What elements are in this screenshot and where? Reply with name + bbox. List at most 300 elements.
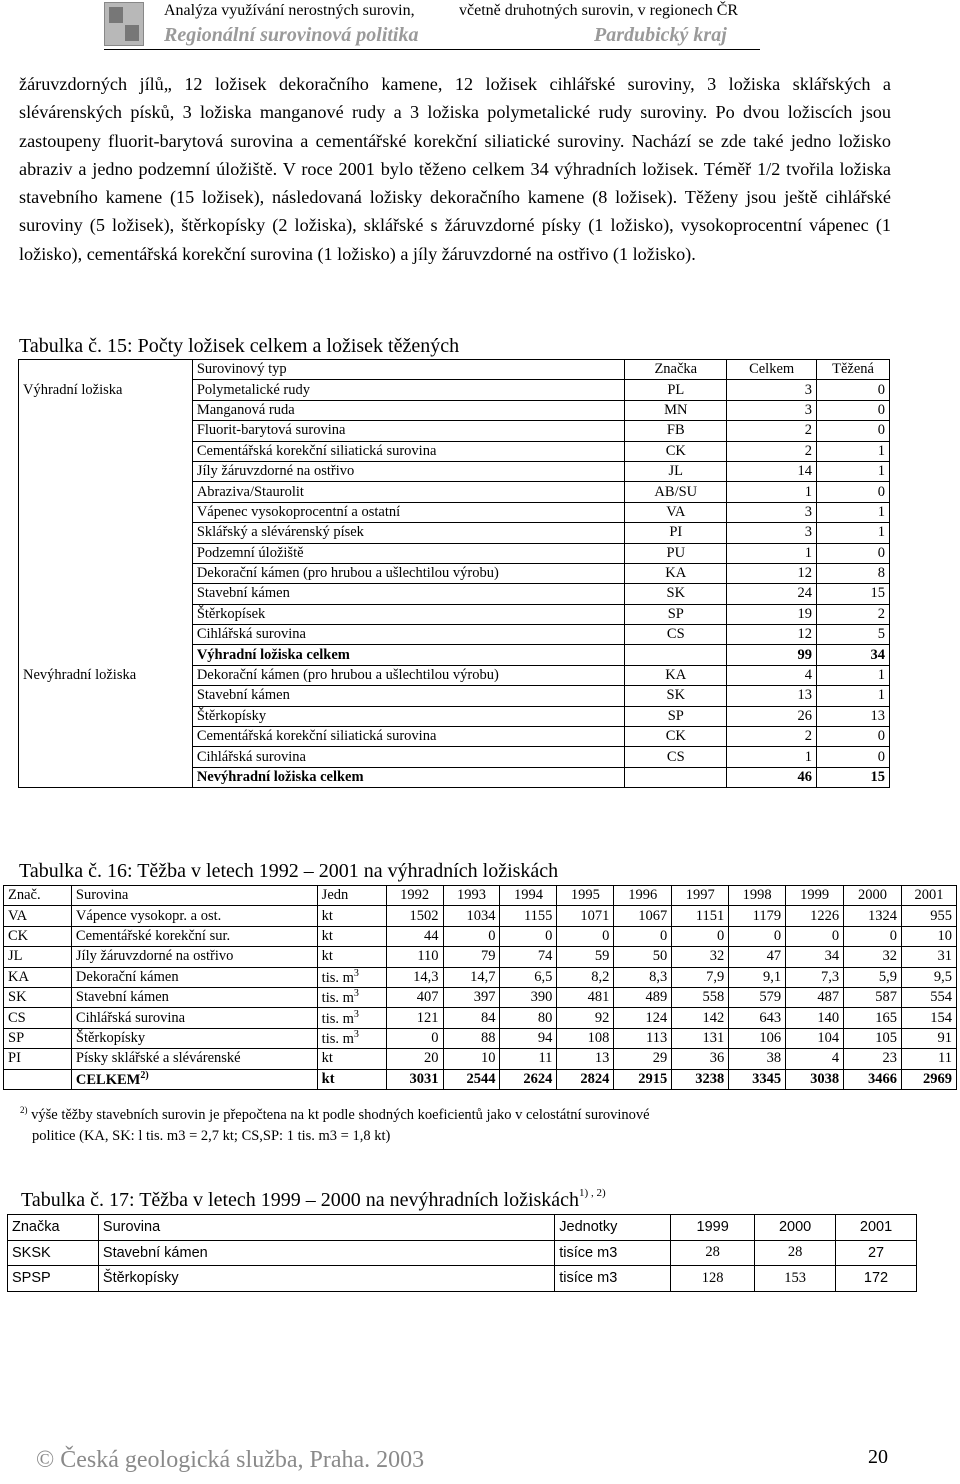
table-cell: 0	[729, 926, 786, 946]
table-total-row	[19, 767, 890, 787]
header-subtitle-left: Regionální surovinová politika	[164, 24, 419, 46]
table-cell: Dekorační kámen (pro hrubou a ušlechtilou výrobu)	[192, 665, 625, 685]
table-cell: 579	[729, 987, 786, 1007]
table-cell: 14,3	[386, 967, 443, 987]
table-cell: 29	[614, 1049, 672, 1069]
table-cell: PU	[625, 543, 727, 563]
table-cell: Stavební kámen	[192, 584, 625, 604]
table-cell: 8,3	[614, 967, 672, 987]
table-cell: SP	[625, 604, 727, 624]
unit-superscript: 3	[353, 1029, 359, 1041]
header-cell: 2001	[901, 886, 956, 906]
table-row	[4, 947, 957, 967]
table-cell: 6,5	[500, 967, 557, 987]
table-cell: 0	[817, 747, 890, 767]
table-cell: 32	[844, 947, 902, 967]
table-cell: 487	[786, 987, 844, 1007]
table-cell: CS	[4, 1008, 72, 1028]
table-cell: Vápenec vysokoprocentní a ostatní	[192, 502, 625, 522]
table-row	[4, 967, 957, 987]
table-cell: 3038	[786, 1069, 844, 1089]
table-cell: 0	[817, 727, 890, 747]
table-cell: PI	[625, 523, 727, 543]
header-cell: 1997	[672, 886, 729, 906]
table-cell: 1	[817, 441, 890, 461]
table-cell: 9,1	[729, 967, 786, 987]
table-cell: 481	[557, 987, 614, 1007]
table-cell: Vápence vysokopr. a ost.	[71, 906, 317, 926]
table-cell	[625, 767, 727, 787]
table-cell: SK	[625, 584, 727, 604]
table-cell: 0	[817, 400, 890, 420]
table-cell: 3466	[844, 1069, 902, 1089]
table-cell: 7,3	[786, 967, 844, 987]
table-cell: 38	[729, 1049, 786, 1069]
table-cell: 1502	[386, 906, 443, 926]
table-row	[19, 502, 890, 522]
header-cell: 1998	[729, 886, 786, 906]
table-cell: SP	[4, 1028, 72, 1048]
table-cell: 15	[817, 584, 890, 604]
table-cell: tis. $m^3$	[317, 967, 386, 987]
header-cell: Značka	[625, 360, 727, 380]
table-cell: Sklářský a slévárenský písek	[192, 523, 625, 543]
table-cell: 9,5	[901, 967, 956, 987]
table-cell: 94	[500, 1028, 557, 1048]
footer-copyright: © Česká geologická služba, Praha. 2003	[36, 1447, 425, 1473]
table-cell: Stavební kámen	[71, 987, 317, 1007]
table16-footnote: $^{2)}$ výše těžby stavebních surovin je přepočtena na kt podle shodných koeficientů jako v celostátní surovinové politice (KA, SK: l tis. m3 = 2,7 kt; CS,SP: 1 tis. m3 = 1,8 kt)	[20, 1105, 650, 1144]
table-cell: KA	[625, 563, 727, 583]
table-cell: kt	[317, 906, 386, 926]
table-cell: 1034	[443, 906, 500, 926]
table-cell: Manganová ruda	[192, 400, 625, 420]
table-cell: 84	[443, 1008, 500, 1028]
footnote-superscript: 2)	[140, 1069, 149, 1081]
header-title-left: Analýza využívání nerostných surovin,	[164, 2, 415, 19]
table-cell: 2969	[901, 1069, 956, 1089]
table-cell: 1	[817, 502, 890, 522]
table-cell: KA	[625, 665, 727, 685]
header-cell: Těžená	[817, 360, 890, 380]
table-cell: 28	[755, 1240, 836, 1266]
table-row	[19, 380, 890, 400]
table-cell: 14	[727, 461, 817, 481]
table-cell: kt	[317, 1069, 386, 1089]
table-cell: 2	[727, 441, 817, 461]
table-cell: 2	[727, 727, 817, 747]
table16	[3, 885, 957, 1090]
table-cell: Cementářská korekční siliatická surovina	[192, 441, 625, 461]
table-cell: Výhradní ložiska celkem	[192, 645, 625, 665]
header-cell: 1995	[557, 886, 614, 906]
table-cell: tis. $m^3$	[317, 1028, 386, 1048]
table-cell: JL	[4, 947, 72, 967]
table-cell: 32	[672, 947, 729, 967]
table-cell: 587	[844, 987, 902, 1007]
group-cell	[19, 767, 193, 787]
table-cell: 0	[817, 482, 890, 502]
table-cell: 8,2	[557, 967, 614, 987]
table-row	[19, 625, 890, 645]
table-cell: 108	[557, 1028, 614, 1048]
table-row	[19, 482, 890, 502]
table-cell: Cihlářská surovina	[192, 747, 625, 767]
table-row	[4, 987, 957, 1007]
table-cell: 5	[817, 625, 890, 645]
header-cell: 1993	[443, 886, 500, 906]
header-cell: Jedn	[317, 886, 386, 906]
header-cell: Celkem	[727, 360, 817, 380]
table-cell: 3238	[672, 1069, 729, 1089]
table-cell: Jíly žáruvzdorné na ostřivo	[71, 947, 317, 967]
group-cell	[19, 727, 193, 747]
table-cell: 10	[901, 926, 956, 946]
table-cell: 3031	[386, 1069, 443, 1089]
table-row	[19, 461, 890, 481]
table-cell: Podzemní úložiště	[192, 543, 625, 563]
table-cell: 0	[817, 421, 890, 441]
table-cell: FB	[625, 421, 727, 441]
table-row	[19, 523, 890, 543]
table-cell: CK	[625, 727, 727, 747]
table-cell: CS	[625, 625, 727, 645]
header-cell: Jednotky	[555, 1215, 671, 1241]
table16-caption: Tabulka č. 16: Těžba v letech 1992 – 2001 na výhradních ložiskách	[19, 860, 559, 882]
table-cell: 24	[727, 584, 817, 604]
table-cell: 1226	[786, 906, 844, 926]
group-cell	[19, 645, 193, 665]
table-cell: Cihlářská surovina	[71, 1008, 317, 1028]
table-cell: 12	[727, 563, 817, 583]
table-cell: 4	[786, 1049, 844, 1069]
table-cell: 59	[557, 947, 614, 967]
group-cell	[19, 523, 193, 543]
table-cell: 11	[500, 1049, 557, 1069]
table-row	[4, 1049, 957, 1069]
group-cell	[19, 400, 193, 420]
table-cell: 3	[727, 380, 817, 400]
table-cell: CELKEM$^{2)}$	[71, 1069, 317, 1089]
table-row	[8, 1266, 917, 1292]
group-cell	[19, 604, 193, 624]
table-cell: 1	[727, 482, 817, 502]
table-cell: 12	[727, 625, 817, 645]
table-row	[19, 543, 890, 563]
table-cell: 0	[817, 380, 890, 400]
table-cell: 558	[672, 987, 729, 1007]
table-cell: tis. $m^3$	[317, 987, 386, 1007]
table-cell: 92	[557, 1008, 614, 1028]
table-cell: Cementářské korekční sur.	[71, 926, 317, 946]
table-cell: 10	[443, 1049, 500, 1069]
header-cell: Značka	[8, 1215, 99, 1241]
table-cell: 1	[727, 747, 817, 767]
table-cell: PL	[625, 380, 727, 400]
table-cell: 46	[727, 767, 817, 787]
table-cell: 27	[836, 1240, 917, 1266]
table-cell: 489	[614, 987, 672, 1007]
table-cell: 105	[844, 1028, 902, 1048]
table-cell: CK	[4, 926, 72, 946]
table-cell: 1	[817, 523, 890, 543]
table-cell: 0	[557, 926, 614, 946]
table-cell: SKSK	[8, 1240, 99, 1266]
table-row	[19, 584, 890, 604]
table-cell: 0	[672, 926, 729, 946]
table-cell: 3	[727, 502, 817, 522]
unit-superscript: 3	[353, 1008, 359, 1020]
table-cell: 0	[500, 926, 557, 946]
group-cell	[19, 421, 193, 441]
table-cell: Nevýhradní ložiska celkem	[192, 767, 625, 787]
table-cell: Abraziva/Staurolit	[192, 482, 625, 502]
table-cell: 1151	[672, 906, 729, 926]
group-cell	[19, 502, 193, 522]
table-cell: 142	[672, 1008, 729, 1028]
table-cell: 110	[386, 947, 443, 967]
table-cell: 31	[901, 947, 956, 967]
group-cell	[19, 625, 193, 645]
table-cell: 1067	[614, 906, 672, 926]
table-cell	[625, 645, 727, 665]
group-cell	[19, 686, 193, 706]
table-cell: 2624	[500, 1069, 557, 1089]
table-cell: Jíly žáruvzdorné na ostřivo	[192, 461, 625, 481]
header-cell: 1992	[386, 886, 443, 906]
table-cell: 11	[901, 1049, 956, 1069]
table-cell: VA	[625, 502, 727, 522]
table-cell: 1	[817, 686, 890, 706]
table-cell: PI	[4, 1049, 72, 1069]
table-total-row	[19, 645, 890, 665]
table-cell: 26	[727, 706, 817, 726]
header-cell: 1999	[786, 886, 844, 906]
group-cell	[19, 584, 193, 604]
table-row	[4, 1028, 957, 1048]
table-cell: 3	[727, 523, 817, 543]
header-cell: 2001	[836, 1215, 917, 1241]
table17	[7, 1214, 917, 1292]
group-cell	[19, 563, 193, 583]
group-cell	[19, 461, 193, 481]
table-cell: 153	[755, 1266, 836, 1292]
table-cell: 2544	[443, 1069, 500, 1089]
table-cell: 79	[443, 947, 500, 967]
table-cell: 2915	[614, 1069, 672, 1089]
header-subtitle-right: Pardubický kraj	[594, 24, 727, 46]
table-cell: 13	[557, 1049, 614, 1069]
table-cell: 106	[729, 1028, 786, 1048]
table-cell: 3	[727, 400, 817, 420]
group-cell: Výhradní ložiska	[19, 380, 193, 400]
header-cell: 1999	[671, 1215, 755, 1241]
table-row	[19, 604, 890, 624]
table-cell: 20	[386, 1049, 443, 1069]
header-cell: 2000	[755, 1215, 836, 1241]
table-cell: SP	[625, 706, 727, 726]
table-cell: 36	[672, 1049, 729, 1069]
table-cell: kt	[317, 926, 386, 946]
table-cell: 643	[729, 1008, 786, 1028]
page-number: 20	[868, 1446, 888, 1468]
table-row	[19, 747, 890, 767]
table-cell: 44	[386, 926, 443, 946]
table-cell: AB/SU	[625, 482, 727, 502]
table-cell: 34	[817, 645, 890, 665]
table-cell: 2824	[557, 1069, 614, 1089]
table-row	[4, 1008, 957, 1028]
table-cell: 80	[500, 1008, 557, 1028]
table-cell: 74	[500, 947, 557, 967]
table-cell: tisíce m3	[555, 1266, 671, 1292]
table-cell: 91	[901, 1028, 956, 1048]
table-cell: 1324	[844, 906, 902, 926]
table-cell: Štěrkopísky	[192, 706, 625, 726]
table-row	[19, 563, 890, 583]
table-cell: 15	[817, 767, 890, 787]
group-cell	[19, 543, 193, 563]
table-cell: 172	[836, 1266, 917, 1292]
table-row	[19, 665, 890, 685]
table-cell: kt	[317, 1049, 386, 1069]
group-cell	[19, 360, 193, 380]
table-cell: CS	[625, 747, 727, 767]
group-cell	[19, 482, 193, 502]
table-cell: 113	[614, 1028, 672, 1048]
header-cell: Surovina	[98, 1215, 554, 1241]
table-cell: 0	[386, 1028, 443, 1048]
table-row	[19, 441, 890, 461]
table-cell: 28	[671, 1240, 755, 1266]
table-row	[4, 926, 957, 946]
table-cell: SK	[625, 686, 727, 706]
group-cell	[19, 747, 193, 767]
table-cell: 955	[901, 906, 956, 926]
table-cell: 0	[443, 926, 500, 946]
table15-caption: Tabulka č. 15: Počty ložisek celkem a ložisek těžených	[19, 335, 460, 357]
header-cell: Surovinový typ	[192, 360, 625, 380]
table-cell: 4	[727, 665, 817, 685]
table-cell: 0	[844, 926, 902, 946]
table-cell: 7,9	[672, 967, 729, 987]
table-cell: Štěrkopísky	[98, 1266, 554, 1292]
table-row	[19, 727, 890, 747]
table-cell: 1155	[500, 906, 557, 926]
table-cell: Stavební kámen	[98, 1240, 554, 1266]
header-title-right: včetně druhotných surovin, v regionech ČR	[459, 2, 739, 19]
table-cell: 407	[386, 987, 443, 1007]
table-cell: 0	[786, 926, 844, 946]
table15	[18, 359, 890, 788]
table-cell: 13	[817, 706, 890, 726]
table-row	[19, 706, 890, 726]
table-cell: 1071	[557, 906, 614, 926]
table-cell: tis. $m^3$	[317, 1008, 386, 1028]
table-cell	[4, 1069, 72, 1089]
table-header-row	[19, 360, 890, 380]
table-cell: Polymetalické rudy	[192, 380, 625, 400]
table-cell: 1	[817, 461, 890, 481]
header-cell: 1994	[500, 886, 557, 906]
table-cell: Dekorační kámen	[71, 967, 317, 987]
table-cell: 8	[817, 563, 890, 583]
table-cell: 121	[386, 1008, 443, 1028]
table-cell: tisíce m3	[555, 1240, 671, 1266]
table-total-row	[4, 1069, 957, 1089]
table-cell: KA	[4, 967, 72, 987]
table-header-row	[8, 1215, 917, 1241]
table-cell: 1	[817, 665, 890, 685]
table-cell: 104	[786, 1028, 844, 1048]
table-cell: 19	[727, 604, 817, 624]
table-cell: CK	[625, 441, 727, 461]
header-cell: Znač.	[4, 886, 72, 906]
table-cell: 390	[500, 987, 557, 1007]
header-cell: 2000	[844, 886, 902, 906]
table-cell: 124	[614, 1008, 672, 1028]
table-cell: 154	[901, 1008, 956, 1028]
table-cell: 140	[786, 1008, 844, 1028]
table-row	[19, 421, 890, 441]
table-cell: 13	[727, 686, 817, 706]
page-header	[104, 2, 764, 48]
table-cell: 397	[443, 987, 500, 1007]
table-cell: 2	[727, 421, 817, 441]
group-cell	[19, 441, 193, 461]
table-cell: Stavební kámen	[192, 686, 625, 706]
table-cell: 0	[614, 926, 672, 946]
unit-superscript: 3	[353, 988, 359, 1000]
table-header-row	[4, 886, 957, 906]
table-cell: VA	[4, 906, 72, 926]
table-cell: Cementářská korekční siliatická surovina	[192, 727, 625, 747]
table-cell: 2	[817, 604, 890, 624]
table17-caption: Tabulka č. 17: Těžba v letech 1999 – 2000 na nevýhradních ložiskách$^{1) , 2)}$	[21, 1187, 606, 1211]
table-cell: 1	[727, 543, 817, 563]
table-cell: Písky sklářské a slévárenské	[71, 1049, 317, 1069]
table-cell: Štěrkopísky	[71, 1028, 317, 1048]
table-cell: 165	[844, 1008, 902, 1028]
table-cell: 47	[729, 947, 786, 967]
table-cell: Cihlářská surovina	[192, 625, 625, 645]
table-cell: 554	[901, 987, 956, 1007]
table-cell: 3345	[729, 1069, 786, 1089]
table-cell: 131	[672, 1028, 729, 1048]
table-cell: 1179	[729, 906, 786, 926]
table-cell: SPSP	[8, 1266, 99, 1292]
unit-superscript: 3	[353, 967, 359, 979]
table-row	[19, 686, 890, 706]
table-row	[4, 906, 957, 926]
table-cell: Štěrkopísek	[192, 604, 625, 624]
table-cell: SK	[4, 987, 72, 1007]
body-paragraph: žáruvzdorných jílů„ 12 ložisek dekoračního kamene, 12 ložisek cihlářské suroviny, 3 ložiska sklářských a slévárenských písků, 3 ložiska manganové rudy a 3 ložiska polymetalické rudy suroviny. Po dvou ložiscích jsou zastoupeny fluorit-barytová surovina a cementářské korekční siliatické suroviny. Nachází se zde také jedno ložisko abraziv a jedno podzemní úložiště. V roce 2001 bylo těženo celkem 34 výhradních ložisek. Téměř 1/2 tvořila ložiska stavebního kamene (15 ložisek), následovaná ložisky dekoračního kamene (8 ložisek). Těženy jsou ještě cihlářské suroviny (5 ložisek), štěrkopísky (2 ložiska), sklářské s žáruvzdorné písky (1 ložisko), vysokoprocentní vápenec (1 ložisko), cementářská korekční surovina (1 ložisko) a jíly žáruvzdorné na ostřivo (1 ložisko).	[19, 74, 891, 264]
table-cell: 88	[443, 1028, 500, 1048]
table-cell: 14,7	[443, 967, 500, 987]
table-cell: 50	[614, 947, 672, 967]
header-cell: 1996	[614, 886, 672, 906]
table-cell: 23	[844, 1049, 902, 1069]
table-row	[8, 1240, 917, 1266]
group-cell	[19, 706, 193, 726]
table-cell: 34	[786, 947, 844, 967]
header-cell: Surovina	[71, 886, 317, 906]
header-divider	[104, 49, 760, 50]
table-cell: 0	[817, 543, 890, 563]
table-cell: 99	[727, 645, 817, 665]
table-cell: JL	[625, 461, 727, 481]
